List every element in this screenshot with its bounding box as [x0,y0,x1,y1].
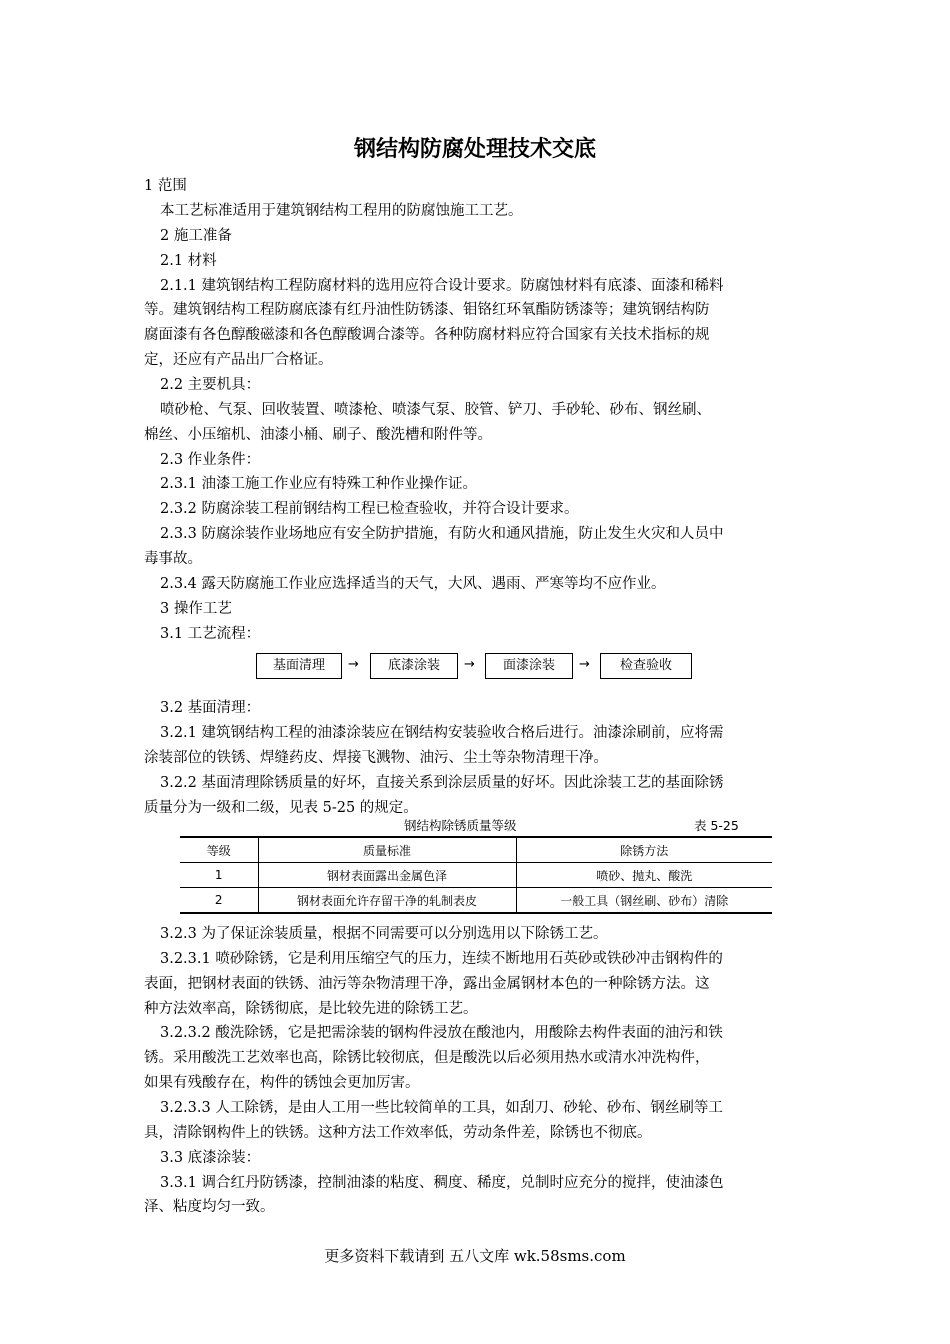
table-caption: 钢结构除锈质量等级 [404,818,517,833]
subsection-heading: 3.1 工艺流程： [160,626,261,642]
paragraph-line: 等。建筑钢结构工程防腐底漆有红丹油性防锈漆、钼铬红环氧酯防锈漆等；建筑钢结构防 [144,302,710,318]
paragraph-line: 2.1.1 建筑钢结构工程防腐材料的选用应符合设计要求。防腐蚀材料有底漆、面漆和稀料 [160,278,724,294]
table-header-row [180,837,772,863]
paragraph-line: 锈。采用酸洗工艺效率也高，除锈比较彻底，但是酸洗以后必须用热水或清水冲洗构件， [144,1050,710,1066]
table-cell: 钢材表面允许存留干净的轧制表皮 [258,888,516,914]
process-flowchart [256,653,696,679]
flow-step-inspection: 检查验收 [600,653,692,679]
page-footer: 更多资料下载请到 五八文库 wk.58sms.com [324,1247,626,1265]
paragraph-line: 泽、粘度均匀一致。 [144,1199,275,1215]
table-row [180,863,772,888]
table-cell: 一般工具（钢丝刷、砂布）清除 [516,888,772,914]
table-cell: 喷砂、抛丸、酸洗 [516,863,772,888]
subsection-heading: 2.1 材料 [160,253,217,269]
arrow-right-icon: → [348,657,359,672]
subsection-heading: 3.2 基面清理： [160,700,261,716]
column-header-quality-standard: 质量标准 [258,837,516,863]
column-header-grade: 等级 [180,837,258,863]
table-cell: 钢材表面露出金属色泽 [258,863,516,888]
paragraph-line: 具，清除钢构件上的铁锈。这种方法工作效率低，劳动条件差，除锈也不彻底。 [144,1125,652,1141]
paragraph-line: 涂装部位的铁锈、焊缝药皮、焊接飞溅物、油污、尘土等杂物清理干净。 [144,750,608,766]
paragraph-line: 2.3.4 露天防腐施工作业应选择适当的天气，大风、遇雨、严寒等均不应作业。 [160,576,666,592]
section-heading: 2 施工准备 [160,228,232,244]
section-heading: 1 范围 [144,178,187,194]
subsection-heading: 3.3 底漆涂装： [160,1150,261,1166]
section-heading: 3 操作工艺 [160,601,232,617]
paragraph-line: 喷砂枪、气泵、回收装置、喷漆枪、喷漆气泵、胶管、铲刀、手砂轮、砂布、钢丝刷、 [160,402,711,418]
paragraph-line: 本工艺标准适用于建筑钢结构工程用的防腐蚀施工工艺。 [160,203,523,219]
flow-step-topcoat-coating: 面漆涂装 [485,653,573,679]
table-row [180,888,772,914]
paragraph-line: 3.3.1 调合红丹防锈漆，控制油漆的粘度、稠度、稀度，兑制时应充分的搅拌，使油漆色 [160,1175,724,1191]
paragraph-line: 2.3.1 油漆工施工作业应有特殊工种作业操作证。 [160,476,478,492]
column-header-removal-method: 除锈方法 [516,837,772,863]
document-title: 钢结构防腐处理技术交底 [353,136,596,162]
paragraph-line: 3.2.1 建筑钢结构工程的油漆涂装应在钢结构安装验收合格后进行。油漆涂刷前，应将需 [160,725,724,741]
paragraph-line: 3.2.2 基面清理除锈质量的好坏，直接关系到涂层质量的好坏。因此涂装工艺的基面除锈 [160,775,724,791]
table-number: 表 5-25 [694,818,739,833]
paragraph-line: 腐面漆有各色醇酸磁漆和各色醇酸调合漆等。各种防腐材料应符合国家有关技术指标的规 [144,327,710,343]
subsection-heading: 2.3 作业条件： [160,452,261,468]
paragraph-line: 2.3.2 防腐涂装工程前钢结构工程已检查验收，并符合设计要求。 [160,501,579,517]
paragraph-line: 3.2.3 为了保证涂装质量，根据不同需要可以分别选用以下除锈工艺。 [160,926,608,942]
paragraph-line: 表面，把钢材表面的铁锈、油污等杂物清理干净，露出金属钢材本色的一种除锈方法。这 [144,976,710,992]
paragraph-line: 质量分为一级和二级，见表 5-25 的规定。 [144,800,418,816]
flow-step-surface-cleaning: 基面清理 [256,653,342,679]
paragraph-line: 定，还应有产品出厂合格证。 [144,352,333,368]
paragraph-line: 种方法效率高，除锈彻底，是比较先进的除锈工艺。 [144,1001,478,1017]
table-cell: 1 [180,863,258,888]
paragraph-line: 棉丝、小压缩机、油漆小桶、刷子、酸洗槽和附件等。 [144,427,492,443]
paragraph-line: 毒事故。 [144,551,202,567]
rust-removal-grade-table [180,836,772,914]
paragraph-line: 3.2.3.3 人工除锈，是由人工用一些比较简单的工具，如刮刀、砂轮、砂布、钢丝刷等工 [160,1100,723,1116]
flow-step-primer-coating: 底漆涂装 [370,653,458,679]
arrow-right-icon: → [464,657,475,672]
paragraph-line: 2.3.3 防腐涂装作业场地应有安全防护措施，有防火和通风措施，防止发生火灾和人员中 [160,526,724,542]
paragraph-line: 3.2.3.1 喷砂除锈，它是利用压缩空气的压力，连续不断地用石英砂或铁砂冲击钢构件的 [160,951,723,967]
paragraph-line: 3.2.3.2 酸洗除锈，它是把需涂装的钢构件浸放在酸池内，用酸除去构件表面的油污和铁 [160,1025,723,1041]
paragraph-line: 如果有残酸存在，构件的锈蚀会更加厉害。 [144,1075,420,1091]
subsection-heading: 2.2 主要机具： [160,377,261,393]
table-cell: 2 [180,888,258,914]
arrow-right-icon: → [579,657,590,672]
